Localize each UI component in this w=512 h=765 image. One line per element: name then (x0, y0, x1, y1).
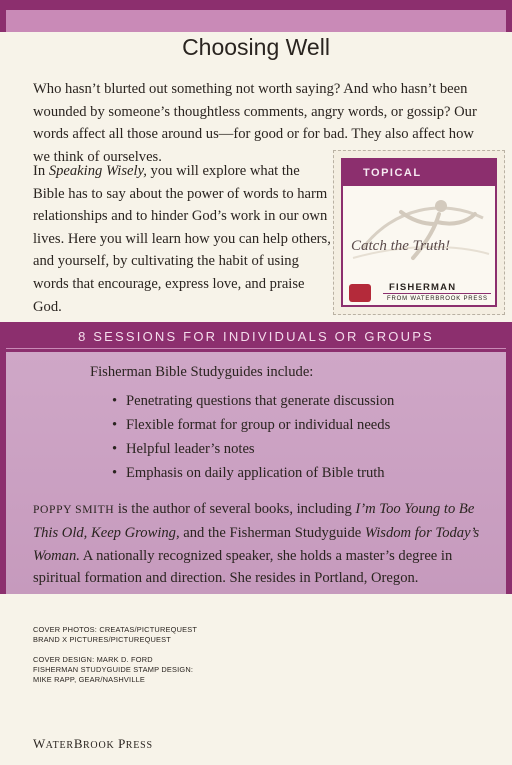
photo-credits (33, 625, 197, 645)
panel-edge-right (506, 352, 512, 594)
publisher-letters: ATER (45, 740, 74, 751)
publisher-name (33, 736, 153, 752)
publisher-letters: RESS (125, 740, 153, 751)
page-title: Choosing Well (182, 34, 330, 60)
credit-line: BRAND X PICTURES/PICTUREQUEST (33, 635, 172, 644)
list-item: • Flexible format for group or individual needs (112, 417, 394, 441)
bio-book-title: Wisdom for Today’s Woman. (33, 524, 480, 564)
bio-text: and the Fisherman Studyguide (179, 524, 365, 541)
stamp-from-line: FROM WATERBROOK PRESS (387, 296, 488, 302)
list-item: • Emphasis on daily application of Bible truth (112, 465, 394, 489)
bio-text: A nationally recognized speaker, she holds a master’s degree in spiritual formation and direction. She resides in Portland, Oregon. (33, 547, 453, 587)
credit-line: MIKE RAPP, GEAR/NASHVILLE (33, 675, 146, 684)
panel-edge-left (0, 352, 6, 594)
stamp-rule (383, 293, 491, 294)
sessions-banner-text: 8 SESSIONS FOR INDIVIDUALS OR GROUPS (78, 329, 434, 344)
publisher-letter: W (33, 736, 46, 751)
stamp-category: TOPICAL (343, 160, 495, 186)
includes-heading: Fisherman Bible Studyguides include: (90, 364, 314, 380)
design-credits (33, 655, 193, 685)
intro-paragraph: Who hasn’t blurted out something not worth saying? And who hasn’t been wounded by someone’s thoughtless comments, angry words, or gossip? Our words affect all those around us—for good or for bad. They also affect how we think of ourselves. (33, 81, 477, 165)
top-inner-band (6, 10, 506, 32)
figure-swoosh-icon (343, 188, 495, 276)
description-paragraph (33, 160, 333, 318)
author-bio (33, 498, 483, 590)
banner-rule (6, 348, 506, 349)
publisher-letters: ROOK (82, 740, 115, 751)
description-rest: you will explore what the Bible has to say about the power of words to harm relationships and to hinder God’s work in our own lives. Here you will learn how you can help others, and yourself, by cultivating the habit of using words that encourage, express love, and praise God. (33, 163, 331, 315)
publisher-letter: B (73, 736, 83, 751)
credit-line: COVER PHOTOS: CREATAS/PICTUREQUEST (33, 625, 198, 634)
publisher-letter: P (114, 736, 126, 751)
bio-book-title: I’m Too Young to Be This Old, Keep Growing, (33, 501, 475, 541)
bio-text: is the author of several books, including (114, 501, 356, 517)
description-prefix: In (33, 163, 49, 179)
credit-line: FISHERMAN STUDYGUIDE STAMP DESIGN: (33, 665, 194, 674)
stamp-brand: FISHERMAN (389, 282, 457, 293)
list-item: • Penetrating questions that generate discussion (112, 393, 394, 417)
stamp-frame (341, 158, 497, 307)
fish-logo-icon (349, 284, 371, 302)
sessions-banner (0, 322, 512, 352)
features-list (112, 393, 394, 489)
fisherman-stamp (333, 150, 505, 315)
list-item: • Helpful leader’s notes (112, 441, 394, 465)
author-name: POPPY SMITH (33, 503, 115, 516)
book-title: Speaking Wisely, (48, 163, 147, 179)
credit-line: COVER DESIGN: MARK D. FORD (33, 655, 153, 664)
stamp-slogan: Catch the Truth! (351, 238, 451, 254)
